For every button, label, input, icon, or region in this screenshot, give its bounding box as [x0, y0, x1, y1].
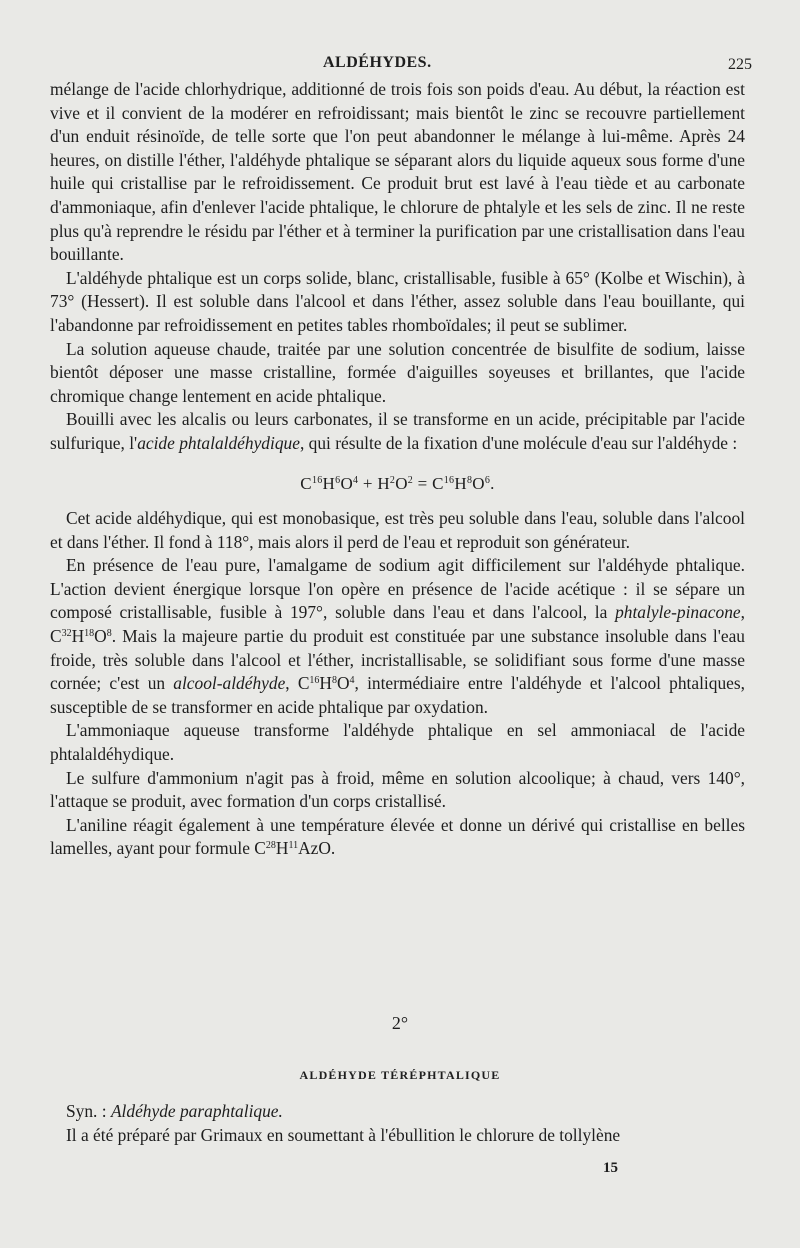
section-title: ALDÉHYDE TÉRÉPHTALIQUE	[299, 1068, 501, 1082]
paragraph-1: mélange de l'acide chlorhydrique, additionné de trois fois son poids d'eau. Au début, la réaction est vive et il convient de la modérer en refroidissant; mais bientôt le zinc se recouvre partiellement d'un enduit résinoïde, de telle sorte que l'on peut abandonner le mélange à lui-même. Après 24 heures, on distille l'éther, l'aldéhyde phtalique se séparant alors du liquide aqueux sous forme d'une huile qui cristallise par le refroidissement. Ce produit brut est lavé à l'eau tiède et au carbonate d'ammoniaque, afin d'enlever l'acide phtalique, le chlorure de phtalyle et les sels de zinc. Il ne reste plus qu'à reprendre le résidu par l'éther et à terminer la purification par une cristallisation dans l'eau bouillante.	[50, 79, 745, 265]
body-text	[50, 78, 745, 861]
paragraph-2: L'aldéhyde phtalique est un corps solide, blanc, cristallisable, fusible à 65° (Kolbe et Wischin), à 73° (Hessert). Il est soluble dans l'alcool et dans l'éther, assez soluble dans l'eau bouillante, qui l'abandonne par refroidissement en petites tables rhomboïdales; il peut se sublimer.	[50, 267, 745, 335]
synonym-block	[66, 1100, 746, 1147]
paragraph-8: Le sulfure d'ammonium n'agit pas à froid, même en solution alcoolique; à chaud, vers 140°, l'attaque se produit, avec formation d'un corps cristallisé.	[50, 767, 745, 812]
paragraph-3: La solution aqueuse chaude, traitée par une solution concentrée de bisulfite de sodium, laisse bientôt déposer une masse cristalline, formée d'aiguilles soyeuses et brillantes, que l'acide chromique change lentement en acide phtalique.	[50, 338, 745, 406]
chemical-equation: $C^{16}H^6O^4 + H^2O^2 = C^{16}H^8O^6$.	[300, 473, 495, 493]
term-phtalyle-pinacone: phtalyle-pinacone	[615, 602, 741, 623]
synonym-body-line: Il a été préparé par Grimaux en soumettant à l'ébullition le chlorure de tollylène	[66, 1124, 621, 1145]
term-alcool-aldehyde: alcool-aldéhyde	[173, 673, 286, 694]
paragraph-4	[50, 408, 745, 455]
signature-mark: 15	[603, 1160, 618, 1176]
paragraph-7: L'ammoniaque aqueuse transforme l'aldéhyde phtalique en sel ammoniacal de l'acide phtalaldéhydique.	[50, 720, 745, 765]
term-phtalaldehydic-acid: acide phtalaldéhydique	[137, 432, 300, 453]
running-head	[0, 52, 800, 76]
synonym-prefix: Syn. :	[66, 1101, 111, 1121]
paragraph-4-text: Bouilli avec les alcalis ou leurs carbonates, il se transforme en un acide, précipitable par l'acide sulfurique, l'	[50, 409, 745, 453]
synonym-line	[66, 1100, 746, 1124]
page-number: 225	[728, 56, 752, 73]
paragraph-5: Cet acide aldéhydique, qui est monobasique, est très peu soluble dans l'eau, soluble dans l'alcool et dans l'éther. Il fond à 118°, mais alors il perd de l'eau et reproduit son générateur.	[50, 508, 745, 552]
running-title: ALDÉHYDES.	[323, 54, 432, 71]
synonym-term: Aldéhyde paraphtalique.	[110, 1101, 283, 1121]
paragraph-9: L'aniline réagit également à une température élevée et donne un dérivé qui cristallise en belles lamelles, ayant pour formule $C^{28}H^{11}AzO$.	[50, 814, 745, 859]
section-number: 2°	[391, 1013, 409, 1033]
paragraph-4-text-end: , qui résulte de la fixation d'une molécule d'eau sur l'aldéhyde :	[299, 432, 738, 453]
paragraph-6: En présence de l'eau pure, l'amalgame de sodium agit difficilement sur l'aldéhyde phtalique. L'action devient énergique lorsque l'on opère en présence de l'acide acétique : il se sépare un composé cristallisable, fusible à 197°, soluble dans l'eau et dans l'alcool, la phtalyle-pinacone, $C^{32}H^{18}O^8$. Mais la majeure partie du produit est constituée par une substance insoluble dans l'eau froide, très soluble dans l'alcool et l'éther, incristallisable, se solidifiant sous forme d'une masse cornée; c'est un alcool-aldéhyde, $C^{16}H^8O^4$, intermédiaire entre l'aldéhyde et l'alcool phtaliques, susceptible de se transformer en acide phtalique par oxydation.	[50, 555, 745, 717]
